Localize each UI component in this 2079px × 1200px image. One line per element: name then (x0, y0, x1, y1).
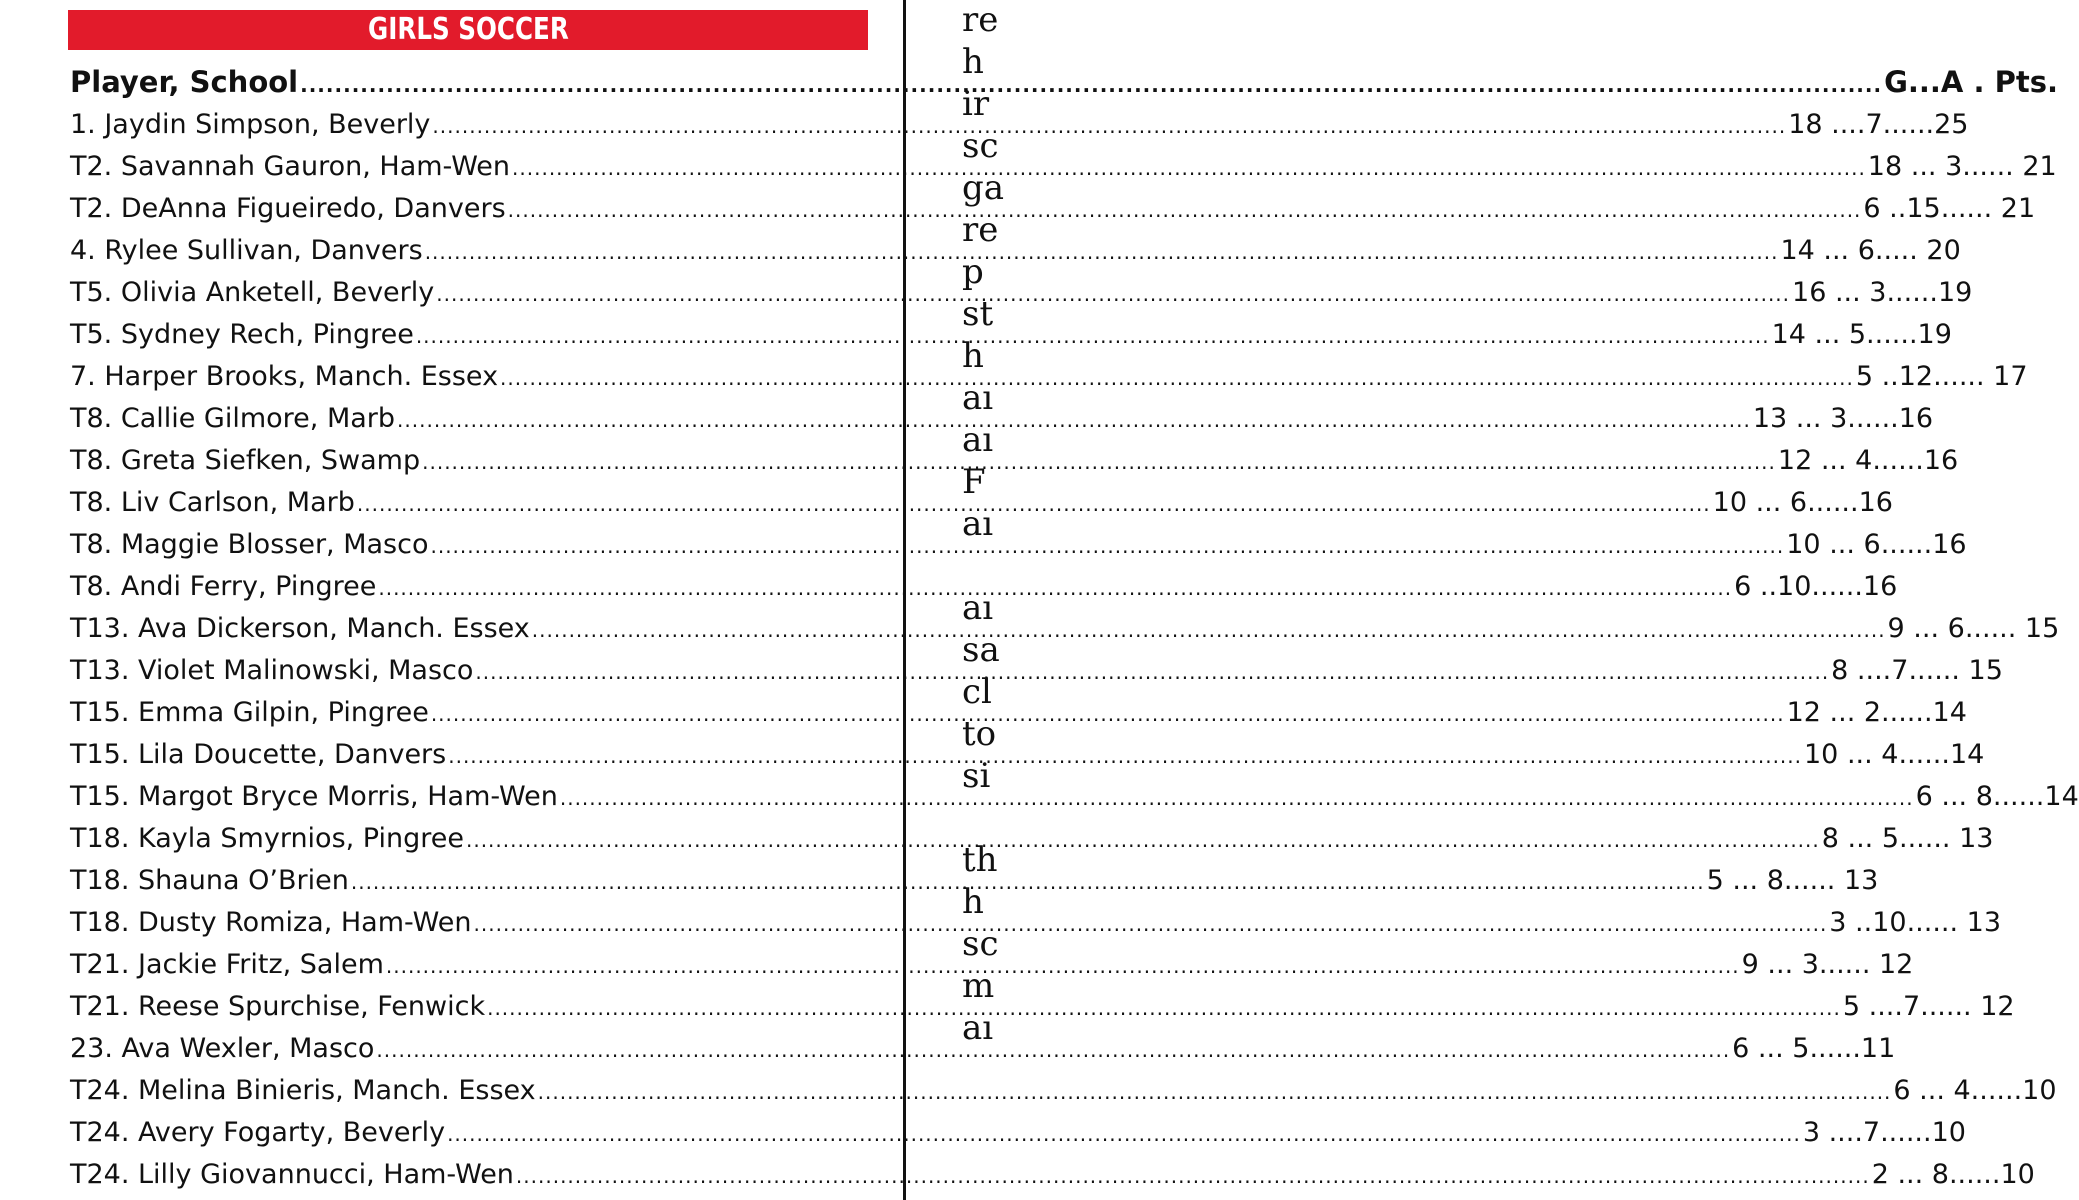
adjacent-text-fragment: sc (962, 924, 999, 964)
player-school-label: T18. Kayla Smyrnios, Pingree (70, 823, 464, 854)
adjacent-text-fragment: h (962, 336, 984, 376)
dot-leader (487, 987, 1841, 1029)
player-school-label: T8. Maggie Blosser, Masco (70, 529, 429, 560)
player-stats: 2 ... 8......10 (1871, 1159, 2035, 1190)
adjacent-text-fragment: aı (962, 588, 994, 628)
column-divider (903, 0, 906, 1200)
player-stats: 6 ... 5......11 (1732, 1033, 1896, 1064)
adjacent-text-fragment: re (962, 0, 999, 40)
player-stats: 18 ....7......25 (1788, 109, 1969, 140)
dot-leader (512, 147, 1866, 189)
table-row (70, 1112, 1966, 1154)
player-school-label: T18. Dusty Romiza, Ham-Wen (70, 907, 472, 938)
adjacent-article-column (962, 0, 1005, 1200)
player-school-label: T8. Liv Carlson, Marb (70, 487, 355, 518)
player-school-label: T21. Reese Spurchise, Fenwick (70, 991, 486, 1022)
dot-leader (300, 63, 1882, 107)
adjacent-text-fragment: si (962, 756, 991, 796)
player-school-label: T8. Andi Ferry, Pingree (70, 571, 377, 602)
dot-leader (466, 819, 1820, 861)
player-stats: 10 ... 4......14 (1804, 739, 1985, 770)
player-stats: 5 ... 8...... 13 (1706, 865, 1879, 896)
dot-leader (351, 861, 1705, 903)
adjacent-text-fragment: sa (962, 630, 1000, 670)
player-school-label: T21. Jackie Fritz, Salem (70, 949, 384, 980)
player-school-label: T24. Avery Fogarty, Beverly (70, 1117, 446, 1148)
adjacent-text-fragment: ga (962, 168, 1005, 208)
dot-leader (508, 189, 1862, 231)
adjacent-text-fragment: h (962, 42, 984, 82)
dot-leader (500, 357, 1854, 399)
player-stats: 8 ....7...... 15 (1831, 655, 2003, 686)
player-school-label: T5. Olivia Anketell, Beverly (70, 277, 435, 308)
adjacent-text-fragment: ir (962, 84, 990, 124)
player-school-label: T13. Ava Dickerson, Manch. Essex (70, 613, 530, 644)
dot-leader (425, 231, 1779, 273)
adjacent-text-fragment: st (962, 294, 994, 334)
dot-leader (448, 735, 1802, 777)
dot-leader (386, 945, 1740, 987)
adjacent-text-fragment: m (962, 966, 995, 1006)
dot-leader (538, 1071, 1892, 1113)
table-row (70, 1070, 2057, 1112)
table-row (70, 1154, 2035, 1196)
player-school-label: T13. Violet Malinowski, Masco (70, 655, 474, 686)
adjacent-text-fragment: aı (962, 420, 994, 460)
player-school-label: 1. Jaydin Simpson, Beverly (70, 109, 431, 140)
player-stats: 14 ... 5......19 (1771, 319, 1952, 350)
player-stats: 9 ... 6...... 15 (1887, 613, 2060, 644)
player-stats: 5 ..12...... 17 (1855, 361, 2028, 392)
dot-leader (532, 609, 1886, 651)
dot-leader (474, 903, 1828, 945)
banner-title: GIRLS SOCCER (367, 12, 569, 47)
adjacent-text-fragment: p (962, 252, 984, 292)
adjacent-text-fragment: to (962, 714, 997, 754)
adjacent-text-fragment: th (962, 840, 998, 880)
player-stats: 18 ... 3...... 21 (1867, 151, 2057, 182)
player-school-label: T24. Lilly Giovannucci, Ham-Wen (70, 1159, 514, 1190)
player-school-label: T5. Sydney Rech, Pingree (70, 319, 414, 350)
dot-leader (447, 1113, 1801, 1155)
player-school-label: T15. Margot Bryce Morris, Ham-Wen (70, 781, 558, 812)
adjacent-text-fragment: h (962, 882, 984, 922)
dot-leader (475, 651, 1829, 693)
dot-leader (378, 567, 1732, 609)
player-stats: 5 ....7...... 12 (1842, 991, 2015, 1022)
player-school-label: 7. Harper Brooks, Manch. Essex (70, 361, 499, 392)
dot-leader (432, 105, 1786, 147)
player-stats: 10 ... 6......16 (1712, 487, 1893, 518)
dot-leader (436, 273, 1790, 315)
player-school-label: T2. Savannah Gauron, Ham-Wen (70, 151, 511, 182)
dot-leader (430, 525, 1784, 567)
dot-leader (376, 1029, 1730, 1071)
adjacent-text-fragment: cl (962, 672, 992, 712)
player-stats: 10 ... 6......16 (1786, 529, 1967, 560)
player-school-label: T2. DeAnna Figueiredo, Danvers (70, 193, 506, 224)
adjacent-text-fragment: aı (962, 1008, 994, 1048)
player-school-label: T15. Emma Gilpin, Pingree (70, 697, 429, 728)
adjacent-text-fragment: aı (962, 378, 994, 418)
dot-leader (397, 399, 1751, 441)
player-stats: 9 ... 3...... 12 (1741, 949, 1914, 980)
player-stats: 6 ... 8......14 (1915, 781, 2079, 812)
player-stats: 16 ... 3......19 (1792, 277, 1973, 308)
player-school-label: T8. Callie Gilmore, Marb (70, 403, 396, 434)
player-stats: 6 ..15...... 21 (1863, 193, 2036, 224)
player-stats: 13 ... 3......16 (1752, 403, 1934, 434)
header-stats: G...A . Pts. (1884, 65, 2058, 99)
adjacent-text-fragment: F (962, 462, 986, 502)
player-school-label: T15. Lila Doucette, Danvers (70, 739, 447, 770)
player-school-label: 4. Rylee Sullivan, Danvers (70, 235, 423, 266)
dot-leader (516, 1155, 1870, 1197)
player-stats: 3 ....7......10 (1802, 1117, 1966, 1148)
player-school-label: T24. Melina Binieris, Manch. Essex (70, 1075, 536, 1106)
player-stats: 6 ..10......16 (1734, 571, 1898, 602)
player-stats: 3 ..10...... 13 (1829, 907, 2002, 938)
dot-leader (560, 777, 1914, 819)
dot-leader (416, 315, 1770, 357)
player-stats: 12 ... 4......16 (1777, 445, 1959, 476)
adjacent-text-fragment: aı (962, 504, 994, 544)
player-stats: 8 ... 5...... 13 (1821, 823, 1994, 854)
player-stats: 12 ... 2......14 (1786, 697, 1967, 728)
player-stats: 6 ... 4......10 (1893, 1075, 2057, 1106)
section-banner (68, 10, 868, 50)
dot-leader (431, 693, 1785, 735)
player-stats: 14 ... 6..... 20 (1780, 235, 1961, 266)
player-school-label: 23. Ava Wexler, Masco (70, 1033, 375, 1064)
header-player-school: Player, School (70, 65, 299, 99)
dot-leader (422, 441, 1776, 483)
adjacent-text-fragment: re (962, 210, 999, 250)
player-school-label: T18. Shauna O’Brien (70, 865, 349, 896)
player-school-label: T8. Greta Siefken, Swamp (70, 445, 421, 476)
adjacent-text-fragment: sc (962, 126, 999, 166)
dot-leader (357, 483, 1711, 525)
